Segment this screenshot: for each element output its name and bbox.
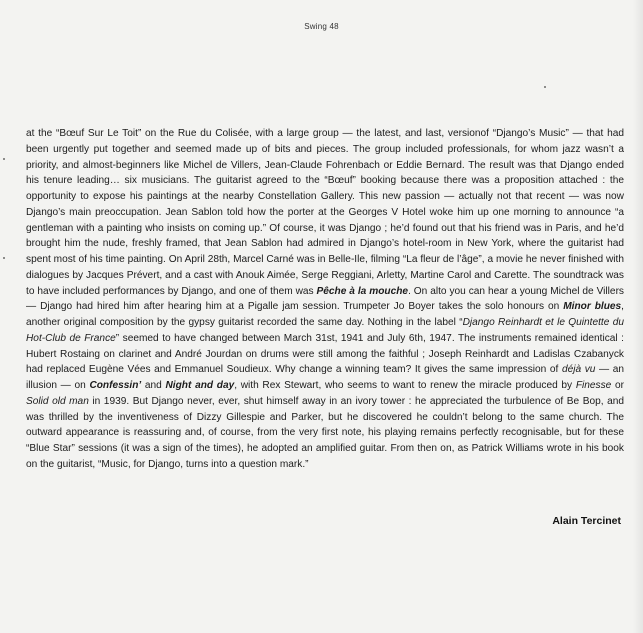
bold-italic-title: Night and day — [165, 380, 235, 391]
text-run: , another original composition by the gypsy guitarist recorded the same day. Nothing in the label “ — [26, 301, 624, 328]
italic-title: Finesse — [575, 380, 612, 391]
print-speck — [544, 86, 546, 88]
text-run: in 1939. But Django never, ever, shut himself away in an ivory tower : he appreciated the turbulence of Be Bop, and was thrilled by the inventiveness of Dizzy Gillespie and Parker, but he discovered he couldn’t belong to the same church. The outward appearance is reassuring and, of course, from the very first note, his playing remains perfectly recognisable, but for these “Blue Star” sessions (it was a sign of the times), he adopted an amplified guitar. From then on, as Patrick Williams wrote in his book on the guitarist, “Music, for Django, turns into a question mark.” — [26, 395, 624, 470]
bold-italic-title: Confessin’ — [89, 380, 142, 391]
print-speck — [3, 158, 5, 160]
author-signature: Alain Tercinet — [552, 515, 621, 527]
print-speck — [3, 257, 5, 259]
text-run: — an illusion — on — [26, 364, 625, 391]
running-head: Swing 48 — [304, 22, 339, 31]
italic-title: déjà vu — [561, 364, 596, 376]
text-run: , with Rex Stewart, who seems to want to renew the miracle produced by — [234, 380, 576, 391]
italic-title: Solid old man — [26, 395, 89, 407]
text-run: and — [141, 380, 166, 391]
text-run: ” seemed to have changed between March 31st, 1941 and July 6th, 1947. The instruments remained identical : Hubert Rostaing on clarinet and André Jourdan on drums were still among the faithful ; Joseph Reinhardt and Ladislas Czabanyck had replaced Eugène Vées and Emmanuel Soudieux. Why change a winning team? It gives the same impression of — [26, 332, 624, 376]
page-gutter-shadow — [633, 0, 643, 633]
bold-italic-title: Minor blues — [563, 301, 622, 313]
text-run: at the “Bœuf Sur Le Toit” on the Rue du Colisée, with a large group — the latest, and last, versionof “Django’s Music” — that had been urgently put together and seemed made up of bits and pieces. The group included professionals, for whom jazz wasn’t a priority, and almost-beginners like Michel de Villers, Jean-Claude Fohrenbach or Eddie Bernard. The result was that Django ended his tenure leading… six musicians. The guitarist agreed to the “Bœuf” booking because there was a proposition attached : the opportunity to expose his paintings at the nearby Constellation Gallery. This new passion — actually not that recent — was now Django’s main preoccupation. Jean Sablon told how the porter at the Georges V Hotel woke him up one morning to announce “a gentleman with a painting who insists on coming up.” Of course, it was Django ; he’d found out that his friend was in Paris, and he’d brought him the nude, freshly framed, that Jean Sablon had admired in Django’s hotel-room in New York, where the guitarist had spent most of his time painting. On April 28th, Marcel Carné was in Belle-Ile, filming “La fleur de l’âge”, a movie he never finished with dialogues by Jacques Prévert, and a cast with Anouk Aimée, Serge Reggiani, Arletty, Martine Carol and Carette. The soundtrack was to have included performances by Django, and one of them was — [26, 128, 624, 297]
italic-title: Django Reinhardt et le Quintette du Hot-Club de France — [26, 317, 624, 344]
text-run: . On alto you can hear a young Michel de Villers — Django had hired him after hearing him at a Pigalle jam session. Trumpeter Jo Boyer takes the solo honours on — [26, 285, 624, 313]
bold-italic-title: Pêche à la mouche — [316, 285, 409, 297]
article-body — [26, 126, 624, 473]
text-run: or — [611, 380, 624, 391]
